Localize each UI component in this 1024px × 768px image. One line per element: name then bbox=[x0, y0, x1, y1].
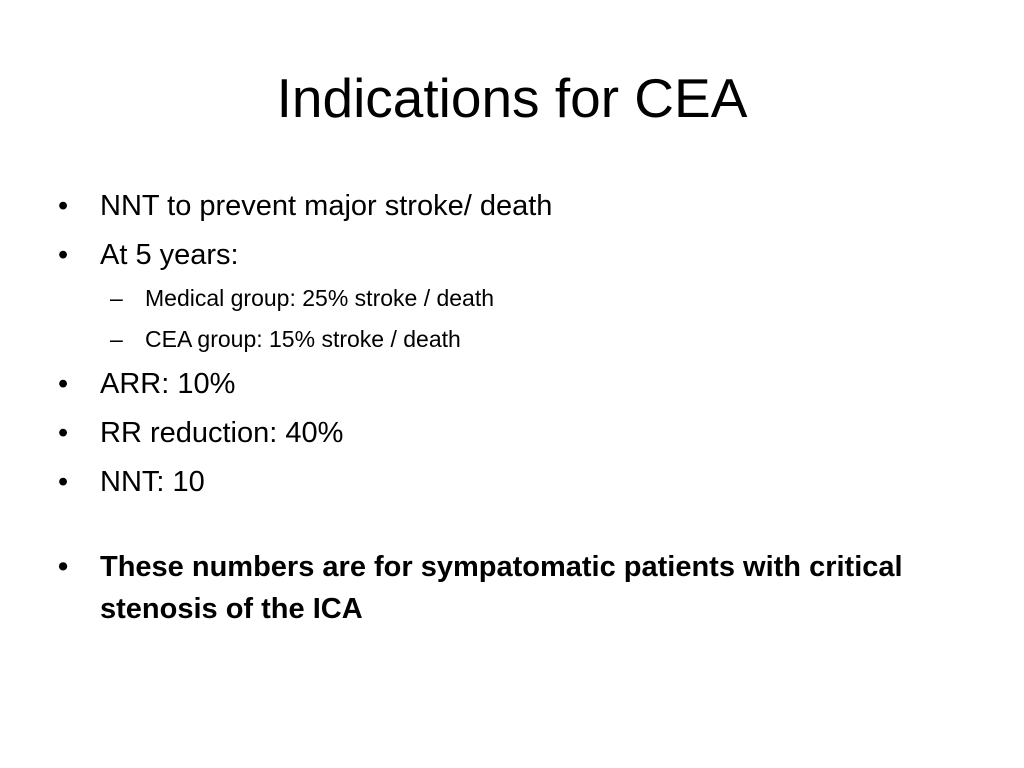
sub-bullet-marker: – bbox=[110, 326, 123, 352]
slide-content bbox=[58, 186, 968, 639]
bullet-text: RR reduction: 40% bbox=[100, 417, 344, 449]
bullet-text: These numbers are for sympatomatic patients with critical stenosis of the ICA bbox=[100, 551, 903, 625]
bullet-nnt-stroke bbox=[58, 186, 968, 226]
bullet-marker: • bbox=[58, 466, 69, 498]
bullet-text: At 5 years: bbox=[100, 239, 239, 271]
bullet-marker: • bbox=[58, 417, 69, 449]
bullet-rr-reduction bbox=[58, 413, 968, 453]
bullet-text: NNT: 10 bbox=[100, 466, 205, 498]
sub-bullet-marker: – bbox=[110, 285, 123, 311]
sub-bullet-list bbox=[110, 282, 968, 355]
sub-bullet-cea-group bbox=[110, 323, 968, 355]
slide-title: Indications for CEA bbox=[276, 67, 748, 129]
bullet-five-years bbox=[58, 235, 968, 275]
bullet-note-symptomatic bbox=[58, 546, 968, 630]
bullet-text: ARR: 10% bbox=[100, 368, 236, 400]
bullet-marker: • bbox=[58, 239, 69, 271]
bullet-marker: • bbox=[58, 190, 69, 222]
sub-bullet-text: CEA group: 15% stroke / death bbox=[145, 326, 461, 352]
sub-bullet-medical-group bbox=[110, 282, 968, 314]
bullet-text: NNT to prevent major stroke/ death bbox=[100, 190, 553, 222]
bullet-arr bbox=[58, 364, 968, 404]
bullet-nnt bbox=[58, 462, 968, 502]
bullet-marker: • bbox=[58, 551, 69, 583]
bullet-marker: • bbox=[58, 368, 69, 400]
sub-bullet-text: Medical group: 25% stroke / death bbox=[145, 285, 495, 311]
